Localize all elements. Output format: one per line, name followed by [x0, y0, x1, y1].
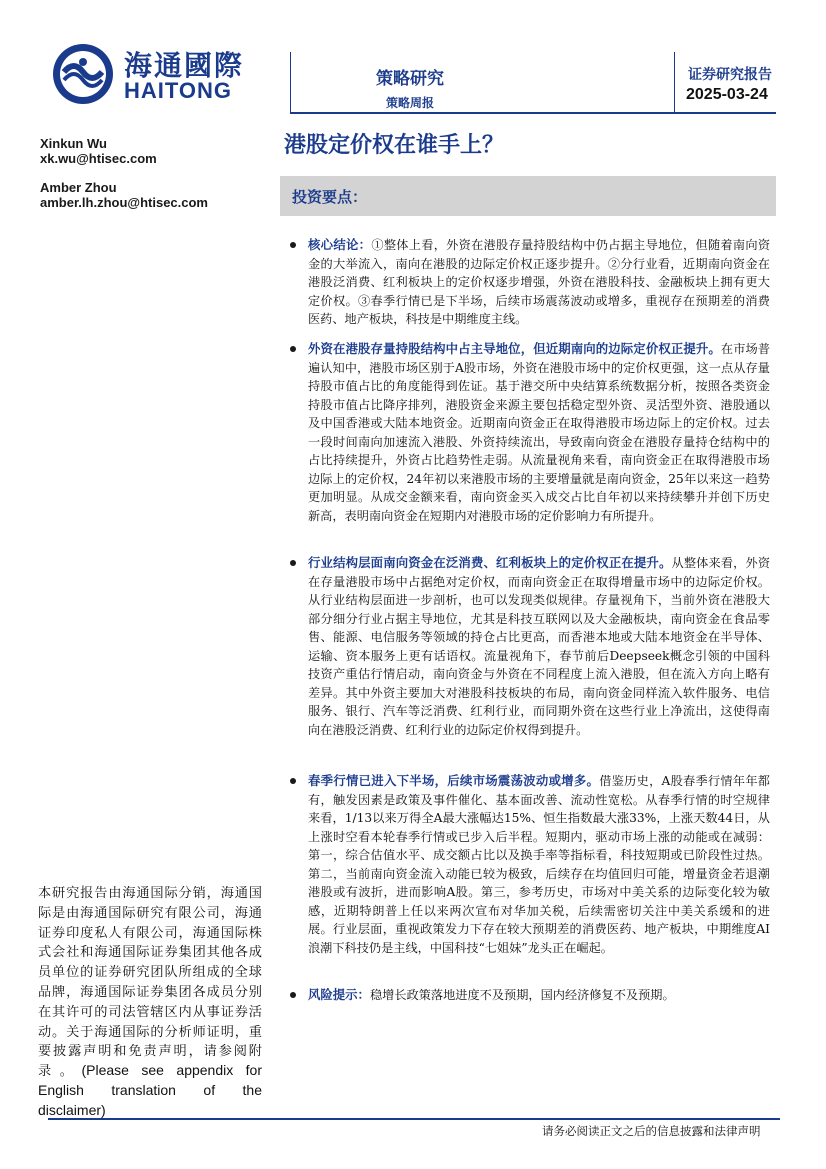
key-points-bar — [280, 176, 776, 216]
key-points-label: 投资要点： — [292, 188, 368, 206]
logo-chinese-text: 海通國際 — [124, 49, 245, 82]
bullet-core-conclusion — [290, 236, 770, 329]
footer-rule — [48, 1118, 780, 1120]
bullet-body: 在市场普遍认知中，港股市场区别于A股市场，外资在港股市场中的定价权更强，这一点从存量持股市值占比的角度能得到佐证。基于港交所中央结算系统数据分析，按照各类资金持股市值占比降序排列，港股资金来源主要包括稳定型外资、灵活型外资、港股通以及中国香港或大陆本地资金。近期南向资金正在取得港股市场边际上的定价权。过去一段时间南向加速流入港股、外资持续流出，导致南向资金在港股存量持仓结构中的占比持续提升，外资占比趋势性走弱。从流量视角来看，南向资金正在取得港股市场边际上的定价权，24年初以来港股市场的主要增量就是南向资金，25年以来这一趋势更加明显。从成交金额来看，南向资金买入成交占比自年初以来持续攀升并创下历史新高，表明南向资金在短期内对港股市场的定价影响力有所提升。 — [308, 342, 771, 523]
haitong-logo — [50, 42, 250, 106]
author-name: Amber Zhou — [40, 180, 117, 195]
author-name: Xinkun Wu — [40, 136, 107, 151]
bullet-dot-icon — [290, 992, 296, 998]
bullet-heading: 外资在港股存量持股结构中占主导地位，但近期南向的边际定价权正提升。 — [308, 341, 721, 356]
author-email[interactable]: amber.lh.zhou@htisec.com — [40, 195, 208, 210]
disclaimer — [38, 884, 262, 1122]
bullet-heading: 春季行情已进入下半场，后续市场震荡波动或增多。 — [308, 773, 600, 788]
bullet-heading: 核心结论： — [308, 237, 372, 252]
bullet-industry-structure — [290, 554, 770, 739]
haitong-logo-icon — [50, 42, 116, 106]
bullet-dot-icon — [290, 778, 296, 784]
report-subcategory: 策略周报 — [386, 96, 435, 110]
report-title: 港股定价权在谁手上？ — [284, 132, 505, 158]
bullet-dot-icon — [290, 560, 296, 566]
logo-english-text: HAITONG — [124, 78, 233, 103]
author-email[interactable]: xk.wu@htisec.com — [40, 151, 157, 166]
header-divider-right — [674, 52, 675, 114]
bullet-body: 稳增长政策落地进度不及预期，国内经济修复不及预期。 — [369, 988, 675, 1002]
bullet-body: 借鉴历史，A股春季行情年年都有，触发因素是政策及事件催化、基本面改善、流动性宽松。从春季行情的时空规律来看，1/13以来万得全A最大涨幅达15%、恒生指数最大涨33%，上涨天数44日，从上涨时空看本轮春季行情或已步入后半程。短期内，驱动市场上涨的动能或在减弱：第一，综合估值水平、成交额占比以及换手率等指标看，科技短期或已阶段性过热。第二，当前南向资金流入动能已较为极致，后续存在均值回归可能，增量资金若退潮港股或有波折，进而影响A股。第三，参考历史，市场对中美关系的边际变化较为敏感，近期特朗普上任以来两次宣布对华加关税，后续需密切关注中美关系缓和的进展。行业层面，重视政策发力下存在较大预期差的消费医药、地产板块，中期维度AI浪潮下科技仍是主线，中国科技“七姐妹”龙头正在崛起。 — [308, 774, 770, 955]
bullet-body: ①整体上看，外资在港股存量持股结构中仍占据主导地位，但随着南向资金的大举流入，南向在港股的边际定价权正逐步提升。②分行业看，近期南向资金在港股泛消费、红利板块上的定价权逐步增强，外资在港股科技、金融板块上拥有更大定价权。③春季行情已是下半场，后续市场震荡波动或增多，重视存在预期差的消费医药、地产板块，科技是中期维度主线。 — [308, 238, 771, 326]
header-rule — [290, 112, 776, 114]
bullet-risk-warning — [290, 986, 770, 1005]
disclaimer-english: (Please see appendix for English translation of the disclaimer) — [38, 1062, 263, 1118]
bullet-body: 从整体来看，外资在存量港股市场中占据绝对定价权，而南向资金正在取得增量市场中的边际定价权。从行业结构层面进一步剖析，也可以发现类似规律。存量视角下，当前外资在港股大部分细分行业占据主导地位，尤其是科技互联网以及大金融板块，南向资金在食品零售、能源、电信服务等领域的持仓占比更高，而香港本地或大陆本地资金在半导体、运输、资本服务上更有话语权。流量视角下，春节前后Deepseek概念引领的中国科技资产重估行情启动，南向资金与外资在不同程度上流入港股，但在流入方向上略有差异。其中外资主要加大对港股科技板块的布局，南向资金同样流入软件服务、电信服务、银行、汽车等泛消费、红利行业，而同期外资在这些行业上净流出，这使得南向在港股泛消费、红利行业的边际定价权得到提升。 — [308, 556, 771, 737]
report-date: 2025-03-24 — [686, 86, 768, 103]
bullet-heading: 行业结构层面南向资金在泛消费、红利板块上的定价权正在提升。 — [308, 555, 672, 570]
bullet-spring-rally — [290, 772, 770, 957]
bullet-heading: 风险提示： — [308, 987, 370, 1002]
bullet-foreign-capital — [290, 340, 770, 525]
bullet-dot-icon — [290, 242, 296, 248]
footer-notice: 请务必阅读正文之后的信息披露和法律声明 — [542, 1124, 761, 1138]
bullet-dot-icon — [290, 346, 296, 352]
report-category: 策略研究 — [376, 69, 444, 89]
report-type: 证券研究报告 — [688, 67, 772, 83]
disclaimer-chinese: 本研究报告由海通国际分销，海通国际是由海通国际研究有限公司，海通证券印度私人有限公司，海通国际株式会社和海通国际证券集团其他各成员单位的证券研究团队所组成的全球品牌，海通国际证券集团各成员分别在其许可的司法管辖区内从事证券活动。关于海通国际的分析师证明，重要披露声明和免责声明，请参阅附录。 — [38, 886, 262, 1080]
header-divider-left — [290, 52, 291, 114]
